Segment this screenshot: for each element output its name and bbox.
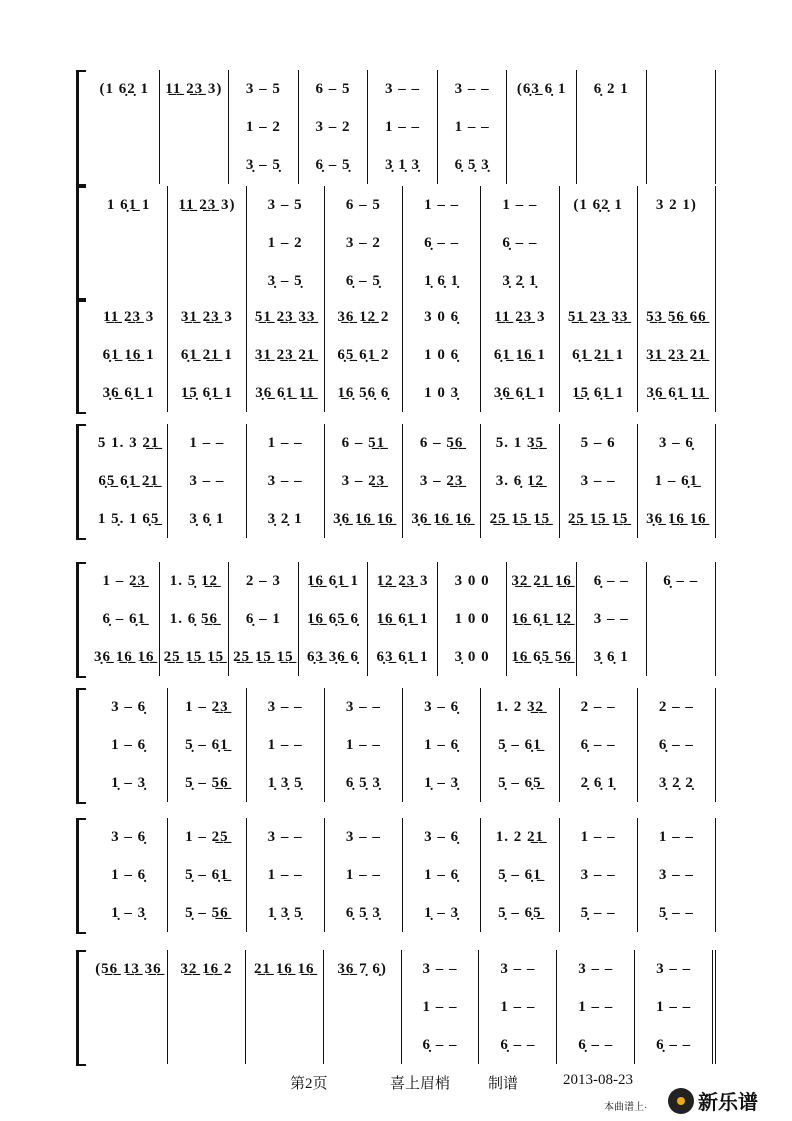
measure: 1 – 6̣ <box>403 726 481 764</box>
measure: 1 – – <box>479 988 557 1026</box>
measure: 1 – 6̣ <box>90 726 168 764</box>
measure: 3 – 2̲3̲ <box>325 462 403 500</box>
measure: 3 – – <box>635 950 716 988</box>
measure: 6 – 5 <box>325 186 403 224</box>
score-system <box>76 298 716 414</box>
measure: 1̣ – 3̣ <box>90 764 168 802</box>
measure: 1̣ – 3̣ <box>90 894 168 932</box>
measure <box>246 1026 324 1064</box>
measure: 6̣ – 1 <box>229 600 299 638</box>
measure: 1. 2 2̲1̲ <box>481 818 559 856</box>
measure: 1 6̣1̲ 1 <box>90 186 168 224</box>
measure: 1 – – <box>325 856 403 894</box>
measure: 5̣ – 6̣5̲ <box>481 764 559 802</box>
measure <box>90 262 168 300</box>
measure: 3. 6̣ 1̲2̲ <box>481 462 559 500</box>
measure: 6̣ 5̣ 3̣ <box>438 146 508 184</box>
measure: 1 – 2̲3̲ <box>168 688 246 726</box>
measure: 6̣ – 5̣ <box>299 146 369 184</box>
measure: 1 5̣. 1 6̣5̲ <box>90 500 168 538</box>
measure: 6̣ – – <box>479 1026 557 1064</box>
measure: 3̣ 1̣ 3̣ <box>368 146 438 184</box>
footer-note: 本曲谱上· <box>604 1102 648 1113</box>
measure: 1̲6̲ 6̣1̲ 1 <box>368 600 438 638</box>
measure: 3̲1̲ 2̲3̲ 2̲1̲ <box>247 336 325 374</box>
measure: 3̣6̲ 1̲6̲ 1̲6̲ <box>638 500 716 538</box>
system-bracket <box>76 818 89 934</box>
measure: 1̲5̣ 6̣1̲ 1 <box>168 374 246 412</box>
measure: 3 – – <box>368 70 438 108</box>
measure: 6̣ – – <box>560 726 638 764</box>
measure: 2 – 3 <box>229 562 299 600</box>
measure: 3̲2̲ 1̲6̲ 2 <box>168 950 246 988</box>
measure <box>324 988 402 1026</box>
measure: 1̣ 3̣ 5̣ <box>247 894 325 932</box>
measure: 6̣ – – <box>647 562 717 600</box>
measure: 1 – – <box>438 108 508 146</box>
system-bracket <box>76 688 89 804</box>
measure: 3 – – <box>638 856 716 894</box>
score-system <box>76 950 716 1066</box>
measure: 3̣ 0 0 <box>438 638 508 676</box>
measure: 1̲1̲ 2̲3̲ 3) <box>160 70 230 108</box>
measure: 3̲6̲ 7̣ 6̣) <box>324 950 402 988</box>
staff-row <box>90 950 716 988</box>
staff-row <box>90 374 716 412</box>
measure: 3 – – <box>247 462 325 500</box>
measure: 2̲5̲ 1̲5̲ 1̲5̲ <box>481 500 559 538</box>
score-system <box>76 70 716 186</box>
staff-row <box>90 146 716 184</box>
measure: 6̣ – – <box>481 224 559 262</box>
staff-row <box>90 856 716 894</box>
measure: 2 – – <box>638 688 716 726</box>
measure: 1̲1̲ 2̲3̲ 3 <box>481 298 559 336</box>
measure: 1 – – <box>247 856 325 894</box>
measure <box>577 146 647 184</box>
measure: 3̲6̲ 1̲2̲ 2 <box>325 298 403 336</box>
measure: 1̲6̲ 6̣1̲ 1̲2̲ <box>507 600 577 638</box>
maker-label: 制谱 <box>488 1076 519 1092</box>
measure: 1. 6̣ 5̲6̲ <box>160 600 230 638</box>
measure: 5̣ – 5̲6̲ <box>168 894 246 932</box>
measure: 1 0 3̣ <box>403 374 481 412</box>
piece-title: 喜上眉梢 <box>390 1076 451 1092</box>
measure <box>168 1026 246 1064</box>
measure <box>507 108 577 146</box>
measure: 3̣ 6̣ 1 <box>168 500 246 538</box>
measure: 1 0 6̣ <box>403 336 481 374</box>
measure: 3 – 6̣ <box>403 818 481 856</box>
measure: 3 0 0 <box>438 562 508 600</box>
measure: 3 – – <box>577 600 647 638</box>
measure <box>647 638 717 676</box>
score-system <box>76 818 716 934</box>
score-system <box>76 562 716 678</box>
staff-row <box>90 186 716 224</box>
staff-row <box>90 224 716 262</box>
measure: 1̲6̲ 6̣5̲ 6̣ <box>299 600 369 638</box>
measure: 3̣ 2̣ 2̣ <box>638 764 716 802</box>
measure: 3 – – <box>325 688 403 726</box>
measure <box>324 1026 402 1064</box>
logo-disc-icon <box>668 1088 694 1114</box>
measure: 3̣6̲ 1̲6̲ 1̲6̲ <box>325 500 403 538</box>
system-bracket <box>76 70 89 186</box>
measure: 3 – 2 <box>299 108 369 146</box>
measure: 1̣ 3̣ 5̣ <box>247 764 325 802</box>
measure <box>246 988 324 1026</box>
staff-row <box>90 262 716 300</box>
measure: 1 – 2 <box>247 224 325 262</box>
staff-row <box>90 988 716 1026</box>
measure: 6̣ – – <box>635 1026 716 1064</box>
measure: 3 – 5 <box>247 186 325 224</box>
measure: 1. 2 3̲2̲ <box>481 688 559 726</box>
measure <box>168 988 246 1026</box>
site-logo <box>668 1086 758 1115</box>
measure: 3 – 5 <box>229 70 299 108</box>
measure: (6̣3̲ 6̣ 1 <box>507 70 577 108</box>
measure: 1̣ – 3̣ <box>403 894 481 932</box>
measure: 5̣ – 6̣5̲ <box>481 894 559 932</box>
measure: 5. 1 3̲5̲ <box>481 424 559 462</box>
measure: 5̣ – 6̣1̲ <box>481 726 559 764</box>
measure: 3 – – <box>168 462 246 500</box>
measure: 2̲5̲ 1̲5̲ 1̲5̲ <box>229 638 299 676</box>
measure: 2̲5̲ 1̲5̲ 1̲5̲ <box>160 638 230 676</box>
measure: 5̣ – – <box>560 894 638 932</box>
measure: (1 6̣2̣ 1 <box>560 186 638 224</box>
measure: 3 – – <box>560 462 638 500</box>
score-system <box>76 424 716 540</box>
measure: 3̣ – 5̣ <box>247 262 325 300</box>
staff-row <box>90 70 716 108</box>
system-bracket <box>76 424 89 540</box>
measure: 1 – – <box>325 726 403 764</box>
measure: 3 – 2 <box>325 224 403 262</box>
measure: 5̣ – 5̲6̲ <box>168 764 246 802</box>
measure: 3 – – <box>557 950 635 988</box>
measure: 2̲1̲ 1̲6̲ 1̲6̲ <box>246 950 324 988</box>
staff-row <box>90 500 716 538</box>
score-system <box>76 186 716 302</box>
measure: 1̲6̲ 6̣5̲ 5̲6̲ <box>507 638 577 676</box>
staff-row <box>90 462 716 500</box>
measure: 1̲6̲ 6̣1̲ 1 <box>299 562 369 600</box>
staff-row <box>90 1026 716 1064</box>
date: 2013-08-23 <box>563 1072 633 1088</box>
measure: 6̣ 5̣ 3̣ <box>325 894 403 932</box>
staff-row <box>90 764 716 802</box>
measure: 3 2 1) <box>638 186 716 224</box>
measure <box>638 262 716 300</box>
measure <box>90 146 160 184</box>
staff-row <box>90 108 716 146</box>
measure: 5̲3̲ 5̲6̲ 6̲6̲ <box>638 298 716 336</box>
measure <box>160 108 230 146</box>
staff-row <box>90 336 716 374</box>
measure: 6̣ – – <box>402 1026 480 1064</box>
measure: 6̣ – – <box>577 562 647 600</box>
measure: 6̣5̲ 6̣1̲ 2 <box>325 336 403 374</box>
measure: 6 – 5 <box>299 70 369 108</box>
measure: 3̣6̲ 6̣1̲ 1̲1̲ <box>247 374 325 412</box>
measure: (5̲6̲ 1̲3̲ 3̲6̲ <box>90 950 168 988</box>
measure: 3 – 2̲3̲ <box>403 462 481 500</box>
measure: 1 – – <box>368 108 438 146</box>
measure <box>90 1026 168 1064</box>
measure: 1 – – <box>247 726 325 764</box>
system-bracket <box>76 562 89 678</box>
measure: 2 – – <box>560 688 638 726</box>
measure: 1̣ 6̣ 1̣ <box>403 262 481 300</box>
measure: 3̣ – 5̣ <box>229 146 299 184</box>
measure: 5̣ – – <box>638 894 716 932</box>
measure: 6̣3̲ 6̣1̲ 1 <box>368 638 438 676</box>
page-number: 第2页 <box>290 1076 328 1092</box>
measure: 5̣ – 6̣1̲ <box>168 856 246 894</box>
measure <box>90 108 160 146</box>
measure <box>560 224 638 262</box>
staff-row <box>90 688 716 726</box>
staff-row <box>90 818 716 856</box>
measure: 1. 5̣ 1̲2̲ <box>160 562 230 600</box>
measure: (1 6̣2̣ 1 <box>90 70 160 108</box>
measure: 3 – 6̣ <box>90 688 168 726</box>
measure: 1 – – <box>560 818 638 856</box>
measure: 1 – 6̣ <box>90 856 168 894</box>
system-bracket <box>76 950 89 1066</box>
measure: 1 – – <box>247 424 325 462</box>
measure: 3̣6̲ 1̲6̲ 1̲6̲ <box>403 500 481 538</box>
system-bracket <box>76 298 89 414</box>
measure: 1 – 2̲5̲ <box>168 818 246 856</box>
measure: 1̲1̲ 2̲3̲ 3) <box>168 186 246 224</box>
measure: 3̲1̲ 2̲3̲ 3 <box>168 298 246 336</box>
measure: 3̣6̲ 6̣1̲ 1̲1̲ <box>638 374 716 412</box>
measure: 1 – – <box>402 988 480 1026</box>
measure: 1 – – <box>557 988 635 1026</box>
measure: 3 – – <box>402 950 480 988</box>
measure: 5̲1̲ 2̲3̲ 3̲3̲ <box>560 298 638 336</box>
measure: 6̣ – – <box>557 1026 635 1064</box>
measure: 3 0 6̣ <box>403 298 481 336</box>
measure: 3̲1̲ 2̲3̲ 2̲1̲ <box>638 336 716 374</box>
measure: 5̣ – 6̣1̲ <box>168 726 246 764</box>
measure <box>168 224 246 262</box>
measure <box>507 146 577 184</box>
measure: 3 – 6̣ <box>403 688 481 726</box>
measure: 1 – – <box>168 424 246 462</box>
measure: 3 – – <box>560 856 638 894</box>
measure: 3 – – <box>479 950 557 988</box>
score-system <box>76 688 716 804</box>
measure <box>647 108 717 146</box>
measure: 1̲5̣ 6̣1̲ 1 <box>560 374 638 412</box>
measure: 2̣ 6̣ 1̣ <box>560 764 638 802</box>
staff-row <box>90 726 716 764</box>
measure: 6̣ 5̣ 3̣ <box>325 764 403 802</box>
measure: 6̣ – 5̣ <box>325 262 403 300</box>
measure: 1 – 2 <box>229 108 299 146</box>
measure: 1 – – <box>403 186 481 224</box>
measure: 3̣6̲ 6̣1̲ 1 <box>90 374 168 412</box>
measure: 3 – – <box>247 818 325 856</box>
measure: 3 – – <box>247 688 325 726</box>
measure: 5̲1̲ 2̲3̲ 3̲3̲ <box>247 298 325 336</box>
measure: 3̣6̲ 6̣1̲ 1 <box>481 374 559 412</box>
measure <box>90 224 168 262</box>
measure <box>90 988 168 1026</box>
staff-row <box>90 600 716 638</box>
measure: 6 – 5̲6̲ <box>403 424 481 462</box>
measure <box>560 262 638 300</box>
measure: 3̣ 2̣ 1̣ <box>481 262 559 300</box>
measure: 3̣6̲ 1̲6̲ 1̲6̲ <box>90 638 160 676</box>
staff-row <box>90 424 716 462</box>
measure: 1 – 6̣ <box>403 856 481 894</box>
measure: 6̣ – – <box>403 224 481 262</box>
measure: 3 – 6̣ <box>638 424 716 462</box>
measure: 1 – 2̲3̲ <box>90 562 160 600</box>
measure <box>647 600 717 638</box>
measure: 6̣1̲ 2̲1̲ 1 <box>560 336 638 374</box>
measure <box>577 108 647 146</box>
measure: 1̲6̣ 5̣6̣ 6̣ <box>325 374 403 412</box>
measure <box>638 224 716 262</box>
measure: 6 – 5̲1̲ <box>325 424 403 462</box>
measure: 3̲2̲ 2̲1̲ 1̲6̲ <box>507 562 577 600</box>
measure: 1 0 0 <box>438 600 508 638</box>
measure: 3 – 6̣ <box>90 818 168 856</box>
measure: 1 – – <box>481 186 559 224</box>
measure: 3̣ 6̣ 1 <box>577 638 647 676</box>
measure: 6̣1̲ 1̲6̲ 1 <box>90 336 168 374</box>
measure: 6̣1̲ 1̲6̲ 1 <box>481 336 559 374</box>
measure <box>160 146 230 184</box>
measure: 3 – – <box>438 70 508 108</box>
measure: 3̣ 2̣ 1 <box>247 500 325 538</box>
measure: 2̲5̲ 1̲5̲ 1̲5̲ <box>560 500 638 538</box>
measure: 1̲1̲ 2̲3̲ 3 <box>90 298 168 336</box>
measure <box>168 262 246 300</box>
measure: 6̣5̲ 6̣1̲ 2̲1̲ <box>90 462 168 500</box>
staff-row <box>90 638 716 676</box>
measure <box>647 70 717 108</box>
measure: 6̣ – 6̣1̲ <box>90 600 160 638</box>
measure: 6̣3̲ 3̣6̲ 6̣ <box>299 638 369 676</box>
measure: 1 – – <box>638 818 716 856</box>
measure: 1̲2̲ 2̲3̲ 3 <box>368 562 438 600</box>
measure: 3 – – <box>325 818 403 856</box>
measure: 1 – 6̣1̲ <box>638 462 716 500</box>
measure: 5 – 6 <box>560 424 638 462</box>
measure: 6̣ – – <box>638 726 716 764</box>
measure: 1 – – <box>635 988 716 1026</box>
logo-text: 新乐谱 <box>698 1092 758 1114</box>
measure: 6̣1̲ 2̲1̲ 1 <box>168 336 246 374</box>
measure: 5 1. 3 2̲1̲ <box>90 424 168 462</box>
measure: 5̣ – 6̣1̲ <box>481 856 559 894</box>
measure: 1̣ – 3̣ <box>403 764 481 802</box>
measure: 6̣ 2 1 <box>577 70 647 108</box>
measure <box>647 146 717 184</box>
system-bracket <box>76 186 89 302</box>
staff-row <box>90 894 716 932</box>
staff-row <box>90 562 716 600</box>
staff-row <box>90 298 716 336</box>
